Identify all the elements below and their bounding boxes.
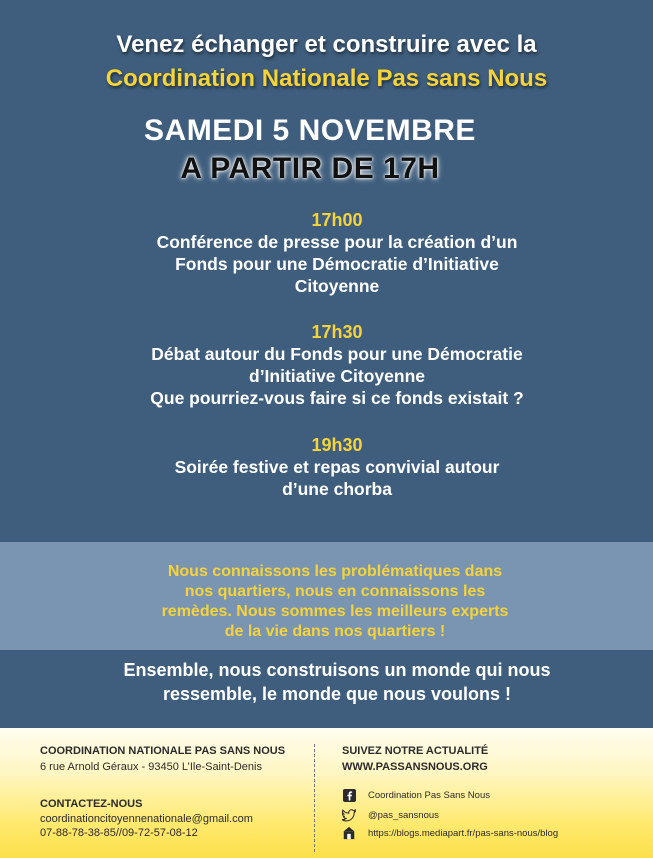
- program-description: Que pourriez-vous faire si ce fonds existait ?: [150, 388, 524, 408]
- org-address: 6 rue Arnold Géraux - 93450 L’Ile-Saint-Denis: [40, 761, 262, 773]
- social-blog[interactable]: [342, 826, 558, 840]
- blog-icon: [342, 826, 356, 840]
- quote-line: nos quartiers, nous en connaissons les: [184, 583, 486, 600]
- event-start-time: A PARTIR DE 17H: [180, 152, 440, 185]
- slogan-line: ressemble, le monde que nous voulons !: [162, 684, 512, 704]
- program-item: [0, 434, 653, 500]
- footer: [0, 728, 653, 858]
- program-time: 19h30: [311, 435, 363, 455]
- social-twitter[interactable]: [342, 808, 439, 822]
- contact-phones: 07-88-78-38-85//09-72-57-08-12: [40, 827, 198, 839]
- program-description: d’une chorba: [282, 479, 392, 499]
- program-description: Citoyenne: [294, 276, 380, 296]
- contact-heading: CONTACTEZ-NOUS: [40, 798, 143, 810]
- headline-organization: Coordination Nationale Pas sans Nous: [105, 65, 548, 92]
- headline-intro: Venez échanger et construire avec la: [116, 31, 537, 58]
- footer-divider: [314, 744, 315, 852]
- social-label: @pas_sansnous: [368, 809, 439, 821]
- program-time: 17h30: [311, 322, 363, 342]
- slogan-band: [0, 650, 653, 728]
- program-time: 17h00: [311, 210, 363, 230]
- facebook-icon: [342, 788, 356, 802]
- social-label: Coordination Pas Sans Nous: [368, 789, 490, 801]
- program-item: [0, 321, 653, 409]
- program-description: d’Initiative Citoyenne: [249, 366, 425, 386]
- follow-heading: SUIVEZ NOTRE ACTUALITÉ: [342, 745, 489, 757]
- website-link[interactable]: WWW.PASSANSNOUS.ORG: [342, 761, 488, 773]
- program-item: [0, 209, 653, 297]
- slogan-text: [0, 658, 653, 706]
- program-description: Soirée festive et repas convivial autour: [174, 457, 500, 477]
- quote-line: remèdes. Nous sommes les meilleurs experts: [161, 603, 509, 620]
- quote-line: de la vie dans nos quartiers !: [224, 623, 446, 640]
- program-description: Conférence de presse pour la création d’un: [156, 232, 518, 252]
- social-facebook[interactable]: [342, 788, 490, 802]
- program-description: Débat autour du Fonds pour une Démocratie: [151, 344, 523, 364]
- contact-email[interactable]: coordinationcitoyennenationale@gmail.com: [40, 813, 253, 825]
- quote-line: Nous connaissons les problématiques dans: [167, 563, 503, 580]
- quote-band: [0, 542, 653, 650]
- quote-text: [0, 562, 653, 642]
- program-description: Fonds pour une Démocratie d’Initiative: [175, 254, 499, 274]
- twitter-icon: [342, 808, 356, 822]
- org-name: COORDINATION NATIONALE PAS SANS NOUS: [40, 745, 286, 757]
- event-date: SAMEDI 5 NOVEMBRE: [144, 114, 476, 147]
- slogan-line: Ensemble, nous construisons un monde qui nous: [123, 660, 551, 680]
- social-label: https://blogs.mediapart.fr/pas-sans-nous/blog: [368, 827, 559, 839]
